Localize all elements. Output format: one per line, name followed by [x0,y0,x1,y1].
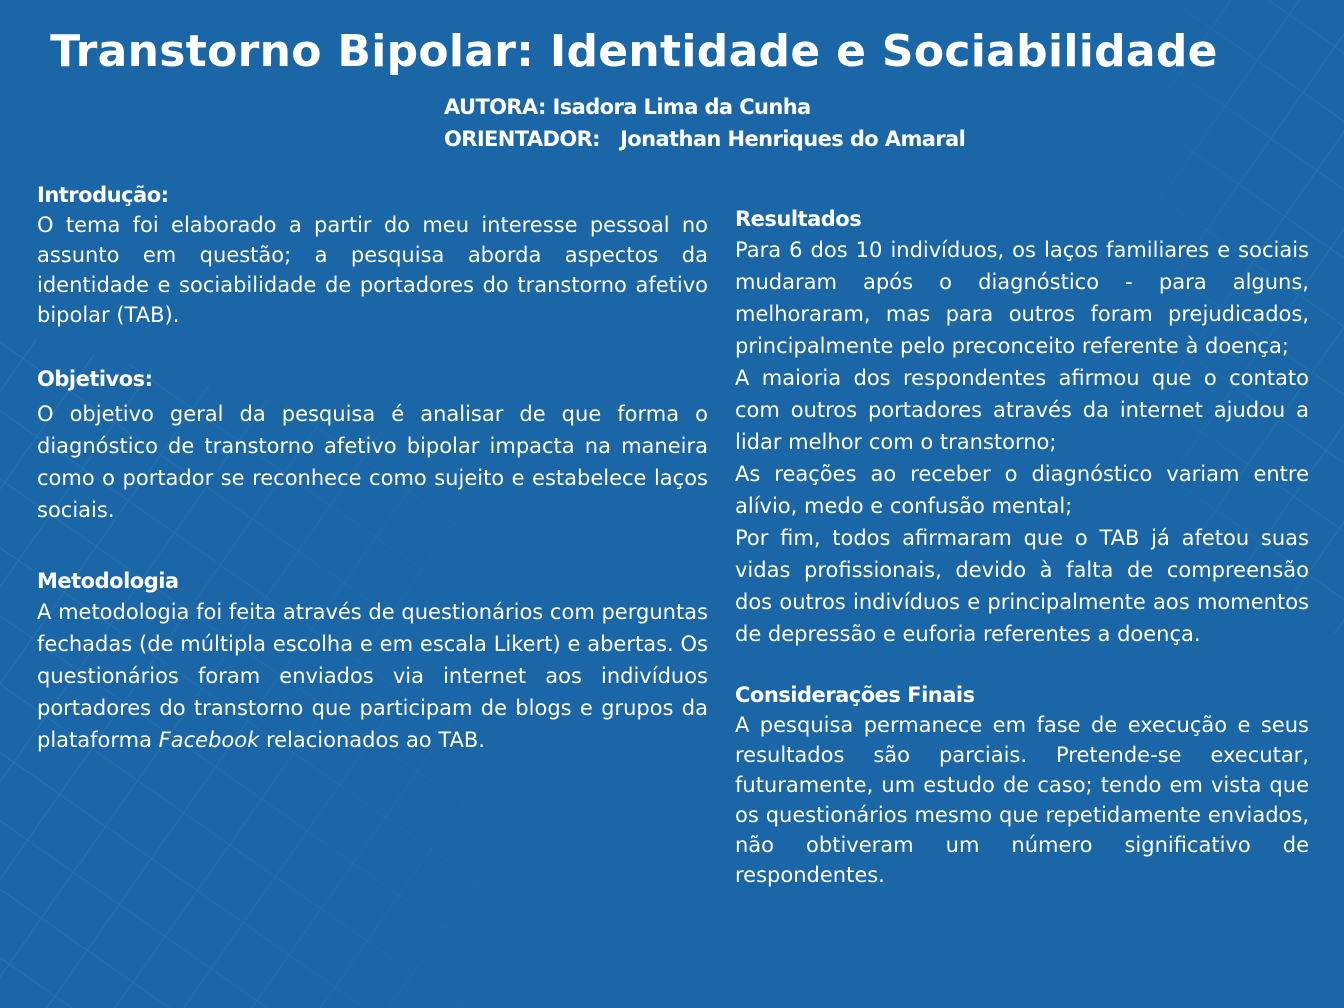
objectives-heading: Objetivos: [37,367,153,391]
intro-heading: Introdução: [37,183,169,207]
objectives-text: O objetivo geral da pesquisa é analisar de que forma o diagnóstico de transtorno afetivo bipolar impacta na maneira como o portador se reconhece como sujeito e estabelece laços sociais. [37,402,708,522]
left-column [37,180,708,756]
poster-title: Transtorno Bipolar: Identidade e Sociabilidade [50,26,1218,77]
right-column [735,204,1309,890]
final-considerations-text: A pesquisa permanece em fase de execução e seus resultados são parciais. Pretende-se executar, futuramente, um estudo de caso; tendo em vista que os questionários mesmo que repetidamente enviados, não obtiveram um número significativo de respondentes. [735,713,1309,887]
final-considerations-heading: Considerações Finais [735,683,975,707]
methodology-text-part: A metodologia foi feita através de questionários com perguntas fechadas (de múltipla escolha e em escala Likert) e abertas. Os questionários foram enviados via internet aos indivíduos portadores do transtorno que participam de blogs e grupos da plataforma [37,600,708,752]
results-paragraph-4: Por fim, todos afirmaram que o TAB já afetou suas vidas profissionais, devido à falta de compreensão dos outros indivíduos e principalmente aos momentos de depressão e euforia referentes a doença. [735,526,1309,646]
methodology-italic-term: Facebook [158,728,260,752]
results-heading: Resultados [735,207,862,231]
intro-text: O tema foi elaborado a partir do meu interesse pessoal no assunto em questão; a pesquisa aborda aspectos da identidade e sociabilidade de portadores do transtorno afetivo bipolar (TAB). [37,213,708,327]
advisor-line: ORIENTADOR: Jonathan Henriques do Amaral [444,127,966,151]
results-paragraph-1: Para 6 dos 10 indivíduos, os laços familiares e sociais mudaram após o diagnóstico - para alguns, melhoraram, mas para outros foram prejudicados, principalmente pelo preconceito referente à doença; [735,238,1309,358]
results-paragraph-3: As reações ao receber o diagnóstico variam entre alívio, medo e confusão mental; [735,462,1309,518]
author-line: AUTORA: Isadora Lima da Cunha [444,95,811,119]
results-paragraph-2: A maioria dos respondentes afirmou que o contato com outros portadores através da internet ajudou a lidar melhor com o transtorno; [735,366,1309,454]
methodology-text [37,596,708,756]
methodology-heading: Metodologia [37,569,179,593]
methodology-text-part: relacionados ao TAB. [259,728,485,752]
